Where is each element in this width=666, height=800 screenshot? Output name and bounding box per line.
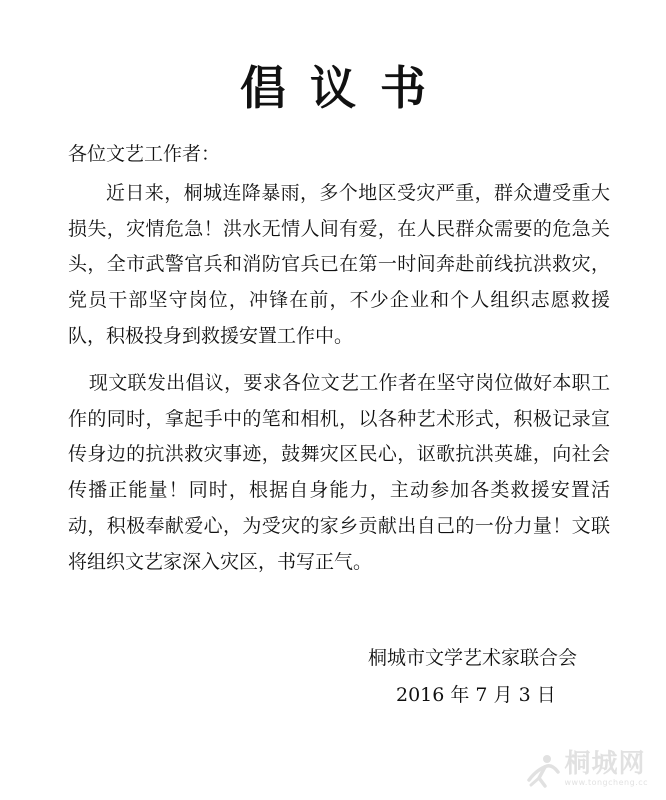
watermark <box>525 750 649 788</box>
signature: 桐城市文学艺术家联合会 <box>368 647 578 669</box>
salutation: 各位文艺工作者： <box>68 143 221 165</box>
paragraph-1: 近日来，桐城连降暴雨，多个地区受灾严重，群众遭受重大损失，灾情危急！洪水无情人间有爱，在人民群众需要的危急关头，全市武警官兵和消防官兵已在第一时间奔赴前线抗洪救灾，党员干部坚守岗位，冲锋在前，不少企业和个人组织志愿救援队，积极投身到救援安置工作中。 <box>68 182 610 347</box>
dancer-logo-icon <box>525 754 561 788</box>
document-title: 倡议书 <box>240 61 450 115</box>
watermark-name: 桐城网 <box>564 749 646 779</box>
date: 2016 年 7 月 3 日 <box>396 684 556 706</box>
paragraph-2: 现文联发出倡议，要求各位文艺工作者在坚守岗位做好本职工作的同时，拿起手中的笔和相机，以各种艺术形式，积极记录宣传身边的抗洪救灾事迹，鼓舞灾区民心，讴歌抗洪英雄，向社会传播正能量！同时，根据自身能力，主动参加各类救援安置活动，积极奉献爱心，为受灾的家乡贡献出自己的一份力量！文联将组织文艺家深入灾区，书写正气。 <box>68 372 610 573</box>
watermark-url: www.tongcheng.cc <box>564 778 648 787</box>
